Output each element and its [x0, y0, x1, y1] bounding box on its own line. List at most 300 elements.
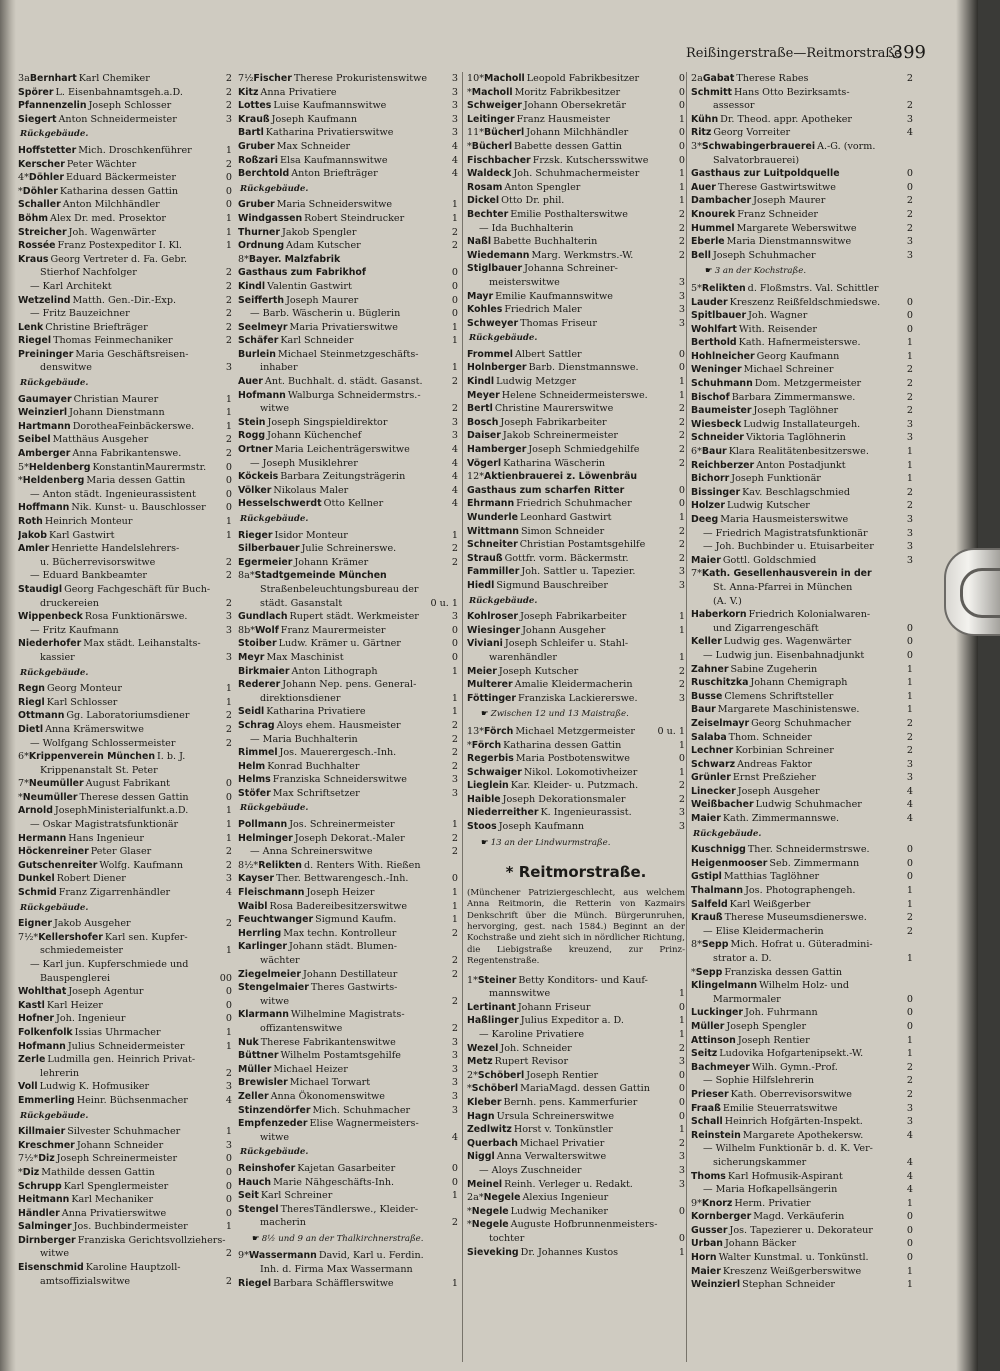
floor-number: 2 — [451, 832, 458, 844]
directory-entry — [691, 771, 913, 785]
floor-number: 1 — [225, 945, 232, 957]
section-label — [18, 667, 232, 681]
directory-entry — [691, 1061, 913, 1075]
resident-name: Metz — [467, 1056, 493, 1068]
floor-number: 1 — [451, 335, 458, 347]
column-3 — [462, 72, 685, 1362]
resident-name: Reinshofer — [238, 1162, 296, 1174]
occupation: Jakob Schreinermeister — [502, 430, 619, 442]
directory-entry — [691, 459, 913, 473]
directory-entry — [18, 1234, 232, 1248]
directory-entry — [238, 307, 458, 321]
floor-number: 0 — [906, 1211, 913, 1223]
directory-entry — [18, 1166, 232, 1180]
resident-name: Schneider — [691, 432, 744, 444]
floor-number: 0 — [678, 484, 685, 496]
floor-number: 1 — [225, 407, 232, 419]
directory-entry — [18, 1012, 232, 1026]
floor-number: 1 — [451, 819, 458, 831]
continuation: Inh. d. Firma Max Wassermann — [260, 1264, 413, 1276]
directory-entry — [18, 637, 232, 651]
floor-number: 0 — [906, 168, 913, 180]
occupation: Kar. Kleider- u. Putzmach. — [510, 780, 639, 792]
resident-name: Waibl — [238, 900, 268, 912]
floor-number: 2 — [906, 364, 913, 376]
directory-entry — [691, 744, 913, 758]
directory-entry — [18, 556, 232, 570]
floor-number: 2 — [678, 416, 685, 428]
occupation: Maria Privatierswitwe — [289, 321, 398, 333]
directory-entry — [691, 1115, 913, 1129]
directory-entry — [238, 583, 458, 597]
floor-number: 0 — [906, 310, 913, 322]
directory-entry — [467, 1096, 685, 1110]
floor-number: 2 — [678, 525, 685, 537]
directory-entry — [691, 884, 913, 898]
page-header — [686, 42, 926, 68]
resident-name: Macholl — [484, 73, 525, 84]
continuation: städt. Gasanstalt — [260, 597, 343, 609]
directory-entry — [238, 1162, 458, 1176]
floor-number: 2 — [678, 430, 685, 442]
resident-name: Macholl — [471, 86, 513, 98]
directory-entry — [467, 725, 685, 739]
directory-entry — [691, 758, 913, 772]
directory-entry — [238, 1008, 458, 1022]
resident-name: Windgassen — [238, 212, 303, 224]
resident-name: Förch — [471, 739, 502, 751]
directory-entry — [18, 944, 232, 958]
directory-entry — [467, 72, 685, 86]
directory-entry — [238, 1216, 458, 1230]
resident-name: Lechner — [691, 745, 734, 757]
occupation: Kav. Beschlagschmied — [742, 486, 850, 498]
directory-entry — [18, 1247, 232, 1261]
floor-number: 0 — [906, 993, 913, 1005]
directory-entry — [467, 317, 685, 331]
floor-number: 3 — [451, 774, 458, 786]
occupation: Sabine Zugeherin — [730, 663, 818, 675]
floor-number: 0 — [906, 1224, 913, 1236]
resident-name: Gasthaus zur Luitpoldquelle — [691, 168, 840, 180]
floor-number: 3 — [451, 86, 458, 98]
continuation: lehrerin — [40, 1067, 80, 1079]
resident-name: Seidl — [238, 706, 265, 718]
resident-name: Heldenberg — [22, 475, 85, 487]
directory-entry — [238, 86, 458, 100]
floor-number: 0 — [225, 172, 232, 184]
directory-entry — [238, 872, 458, 886]
resident-name: Auer — [238, 376, 263, 388]
floor-number: 2 — [225, 100, 232, 112]
section-label — [467, 595, 685, 609]
occupation: Aloys ehem. Hausmeister — [276, 719, 401, 731]
floor-number: 1 — [451, 1190, 458, 1202]
resident-name: Herrling — [238, 927, 282, 939]
occupation: Ludwig Installateurgeh. — [743, 418, 861, 430]
floor-number: 0 — [906, 323, 913, 335]
occupation: Joseph Maurer — [286, 294, 359, 306]
resident-name: Kühn — [691, 113, 719, 125]
resident-name: Kohlroser — [467, 611, 519, 623]
section-label — [238, 183, 458, 197]
floor-number: 0 — [225, 1207, 232, 1219]
occupation: JosephMinisterialfunkt.a.D. — [54, 805, 189, 817]
resident-name: Riegl — [18, 696, 45, 708]
occupation: Wolfg. Kaufmann — [99, 859, 183, 871]
cross-reference-text: ☛ 8½ und 9 an der Thalkirchnerstraße. — [261, 1233, 424, 1244]
occupation: Karl Chemiker — [78, 73, 150, 84]
resident-name: Schall — [691, 1116, 723, 1128]
floor-number: 3 — [225, 113, 232, 125]
occupation: Johann Chemigraph — [750, 677, 848, 689]
resident-name: Meyer — [467, 389, 500, 401]
resident-name: Eisenschmid — [18, 1262, 84, 1274]
directory-entry — [238, 651, 458, 665]
occupation: Rosa Funktionärswe. — [84, 611, 188, 623]
floor-number: 0 — [678, 1232, 685, 1244]
occupation: Christine Maurerswitwe — [494, 403, 614, 415]
floor-number: 3 — [451, 113, 458, 125]
resident-name: Krauß — [238, 113, 270, 125]
directory-entry — [467, 651, 685, 665]
section-label-text: Rückgebäude. — [240, 803, 309, 814]
occupation: Anna Krämerswitwe — [45, 723, 144, 735]
occupation: Franziska dessen Gattin — [724, 966, 843, 978]
floor-number: 1 — [451, 665, 458, 677]
resident-name: Heldenberg — [28, 461, 91, 473]
directory-entry — [467, 1218, 685, 1232]
floor-number: 0 — [225, 999, 232, 1011]
floor-number: 1 — [451, 212, 458, 224]
directory-entry — [18, 723, 232, 737]
occupation: TheresTändlerswe., Kleider- — [280, 1203, 419, 1215]
occupation: Amalie Kleidermacherin — [514, 679, 633, 691]
floor-number: 1 — [906, 953, 913, 964]
floor-number: 2 — [906, 1088, 913, 1100]
family-member: — Karoline Privatiere — [479, 1029, 585, 1041]
directory-entry — [691, 798, 913, 812]
occupation: Joh. Schneider — [500, 1042, 572, 1054]
resident-name: Kreschmer — [18, 1139, 75, 1151]
occupation: Michael Steinmetzgeschäfts- — [277, 348, 419, 360]
occupation: Kreszenz Reißfeldschmiedswe. — [729, 296, 881, 308]
directory-entry — [467, 806, 685, 820]
directory-entry — [18, 1080, 232, 1094]
occupation: Joseph Rentier — [526, 1069, 599, 1081]
resident-name: Vögerl — [467, 457, 502, 469]
occupation: Barbara Zeitungsträgerin — [280, 471, 406, 483]
floor-number: 1 — [225, 144, 232, 156]
directory-entry — [18, 1275, 232, 1289]
floor-number: 3 — [678, 807, 685, 819]
resident-name: Burlein — [238, 348, 276, 360]
resident-name: Hofner — [18, 1013, 55, 1025]
directory-entry — [691, 181, 913, 195]
directory-entry — [467, 1028, 685, 1042]
resident-name: Haberkorn — [691, 609, 747, 621]
directory-entry — [238, 1117, 458, 1131]
section-label — [238, 513, 458, 527]
resident-name: Maier — [691, 813, 721, 825]
directory-entry — [238, 1104, 458, 1118]
floor-number: 2 — [225, 597, 232, 609]
directory-entry — [18, 804, 232, 818]
directory-entry — [691, 1197, 913, 1211]
directory-entry — [467, 1205, 685, 1219]
floor-number: 1 — [225, 240, 232, 252]
directory-entry — [691, 938, 913, 952]
directory-entry — [18, 696, 232, 710]
directory-entry — [467, 766, 685, 780]
floor-number: 2 — [225, 73, 232, 84]
occupation: Robert Steindrucker — [304, 212, 405, 224]
house-number: * — [18, 185, 23, 197]
directory-entry — [18, 334, 232, 348]
resident-name: Müller — [691, 1020, 725, 1032]
directory-entry — [18, 1139, 232, 1153]
resident-name: Gundlach — [238, 611, 288, 623]
resident-name: Händler — [18, 1207, 60, 1219]
floor-number: 0 — [678, 753, 685, 765]
directory-entry — [467, 113, 685, 127]
resident-name: Thurner — [238, 226, 281, 238]
occupation: Eduard Bäckermeister — [66, 172, 176, 184]
directory-entry — [691, 377, 913, 391]
resident-name: Weinzierl — [18, 407, 68, 419]
floor-number: 2 — [678, 222, 685, 234]
occupation: Joh. Fuhrmann — [745, 1007, 818, 1019]
resident-name: Bücherl — [484, 127, 525, 139]
directory-entry — [238, 818, 458, 832]
directory-entry — [467, 429, 685, 443]
occupation: Dr. Theod. appr. Apotheker — [720, 113, 852, 125]
floor-number: 2 — [906, 1061, 913, 1073]
book-gutter — [0, 0, 16, 1371]
resident-name: Viviani — [467, 638, 503, 650]
floor-number: 2 — [225, 280, 232, 292]
resident-name: Hiedl — [467, 579, 495, 591]
floor-number: 2 — [451, 1217, 458, 1229]
occupation: Walburga Schneidermstrs.- — [287, 389, 421, 401]
directory-entry — [18, 144, 232, 158]
occupation: Emilie Posthalterswitwe — [510, 208, 628, 220]
house-number: * — [691, 966, 696, 978]
floor-number: 4 — [451, 1131, 458, 1143]
resident-name: Prieser — [691, 1088, 729, 1100]
occupation: Max Schriftsetzer — [272, 787, 360, 799]
floor-number: 0 — [451, 638, 458, 650]
occupation: Julie Schreinerswe. — [301, 543, 397, 555]
house-number: * — [467, 140, 472, 152]
floor-number: 2 — [451, 733, 458, 745]
floor-number: 3 — [451, 430, 458, 442]
occupation: Simon Schneider — [520, 525, 605, 537]
resident-name: Horn — [691, 1252, 717, 1264]
directory-entry — [691, 391, 913, 405]
resident-name: Zahner — [691, 663, 729, 675]
floor-number: 1 — [225, 1221, 232, 1233]
occupation: Michael Privatier — [519, 1137, 605, 1149]
occupation: Rosa Badereibesitzerswitwe — [269, 900, 408, 912]
resident-name: Nuk — [238, 1036, 259, 1048]
directory-entry — [238, 1090, 458, 1104]
occupation: Joseph Kutscher — [498, 665, 579, 677]
floor-number: 0 — [678, 100, 685, 112]
occupation: Otto Kellner — [323, 498, 384, 510]
occupation: Robert Diener — [56, 873, 126, 885]
directory-entry — [467, 1164, 685, 1178]
resident-name: Salaba — [691, 731, 727, 743]
resident-name: Negele — [483, 1192, 521, 1204]
occupation: Jos. Photographengeh. — [745, 885, 856, 897]
house-number: 7* — [18, 778, 29, 790]
directory-entry — [238, 266, 458, 280]
continuation: (A. V.) — [713, 595, 742, 607]
directory-entry — [691, 1020, 913, 1034]
directory-entry — [238, 954, 458, 968]
floor-number: 0 — [678, 1110, 685, 1122]
occupation: Christine Briefträger — [45, 321, 148, 333]
floor-number: 1 — [678, 389, 685, 401]
resident-name: Stöfer — [238, 787, 271, 799]
floor-number: 4 — [906, 1156, 913, 1168]
directory-entry — [18, 777, 232, 791]
resident-name: Klarmann — [238, 1009, 289, 1021]
occupation: Karl Heizer — [46, 999, 103, 1011]
floor-number: 2 — [906, 378, 913, 390]
section-label-text: Rückgebäude. — [20, 667, 89, 678]
directory-entry — [238, 198, 458, 212]
directory-entry — [18, 651, 232, 665]
resident-name: Hagn — [467, 1110, 495, 1122]
occupation: Johann Bäcker — [724, 1238, 797, 1250]
floor-number: 2 — [225, 1248, 232, 1260]
directory-entry — [691, 843, 913, 857]
occupation: Barbara Zimmermanswe. — [731, 391, 856, 403]
floor-number: 2 — [451, 556, 458, 568]
floor-number: 3 — [678, 1178, 685, 1190]
occupation: Joh. Ingenieur — [56, 1013, 126, 1025]
directory-entry — [18, 750, 232, 764]
occupation: Friedrich Kolonialwaren- — [748, 609, 871, 621]
house-number: 5* — [691, 282, 702, 294]
occupation: Joseph Schuhmacher — [712, 249, 816, 261]
directory-entry — [467, 1137, 685, 1151]
family-member: — Karl jun. Kupferschmiede und — [30, 959, 189, 970]
occupation: DorotheaFeinbäckerswe. — [72, 420, 195, 432]
resident-name: Förch — [484, 725, 514, 737]
floor-number: 2 — [906, 912, 913, 924]
resident-name: Fammiller — [467, 566, 520, 578]
family-member: — Elise Kleidermacherin — [703, 925, 824, 937]
continuation: assessor — [713, 100, 755, 112]
occupation: Johann Nep. pens. General- — [282, 679, 417, 691]
floor-number: 1 — [225, 1126, 232, 1138]
directory-entry — [691, 1237, 913, 1251]
floor-number: 1 — [678, 1246, 685, 1258]
directory-entry — [691, 540, 913, 554]
occupation: Franz Schneider — [737, 208, 818, 220]
binder-clip — [944, 548, 1000, 636]
directory-entry — [18, 1193, 232, 1207]
floor-number: 3 — [678, 1151, 685, 1163]
occupation: Anna Fabrikantenswe. — [72, 448, 182, 460]
occupation: Georg Schuhmacher — [751, 717, 852, 729]
floor-number: 0 — [225, 502, 232, 514]
resident-name: Ortner — [238, 444, 273, 456]
occupation: Therese Fabrikantenswitwe — [260, 1036, 396, 1048]
directory-entry — [691, 595, 913, 609]
directory-entry — [691, 1142, 913, 1156]
directory-entry — [467, 525, 685, 539]
occupation: Kath. Oberrevisorswitwe — [730, 1088, 852, 1100]
floor-number: 1 — [678, 739, 685, 751]
directory-entry — [467, 1055, 685, 1069]
directory-entry — [238, 1176, 458, 1190]
resident-name: Siegert — [18, 113, 57, 125]
floor-number: 0 — [451, 280, 458, 292]
occupation: Anton Briefträger — [291, 168, 378, 180]
floor-number: 2 — [906, 195, 913, 207]
directory-entry — [691, 1074, 913, 1088]
directory-entry — [467, 126, 685, 140]
occupation: Klara Realitätenbesitzerswe. — [728, 446, 869, 458]
resident-name: Weißbacher — [691, 799, 754, 811]
resident-name: Keller — [691, 636, 722, 648]
occupation: Reinh. Verleger u. Redakt. — [504, 1178, 633, 1190]
directory-entry — [691, 249, 913, 263]
floor-number: 3 — [225, 651, 232, 663]
occupation: Maria Dienstmannswitwe — [726, 236, 852, 248]
resident-name: Pollmann — [238, 819, 288, 831]
occupation: Andreas Faktor — [737, 758, 813, 770]
resident-name: Birkmaier — [238, 665, 290, 677]
occupation: Nikol. Lokomotivheizer — [523, 766, 638, 778]
resident-name: Reinstein — [691, 1129, 741, 1141]
directory-entry — [18, 1067, 232, 1081]
occupation: Ursula Schreinerswitwe — [496, 1110, 615, 1122]
continuation: mannswitwe — [489, 988, 551, 1000]
directory-entry — [238, 239, 458, 253]
resident-name: Fischbacher — [467, 154, 531, 166]
floor-number: 3 — [906, 758, 913, 770]
directory-entry — [467, 1069, 685, 1083]
directory-entry — [691, 1129, 913, 1143]
resident-name: Bartl — [238, 127, 264, 139]
floor-number: 1 — [906, 885, 913, 897]
occupation: Maria Geschäftsreisen- — [75, 348, 189, 360]
directory-entry — [691, 350, 913, 364]
resident-name: Thoms — [691, 1170, 726, 1182]
floor-number: 1 — [225, 226, 232, 238]
occupation: Matthias Taglöhner — [723, 871, 820, 883]
floor-number: 0 — [678, 498, 685, 510]
resident-name: Salminger — [18, 1221, 72, 1233]
continuation: Krippenanstalt St. Peter — [40, 764, 158, 776]
resident-name: Heitmann — [18, 1194, 70, 1206]
house-number: 6* — [18, 751, 29, 763]
floor-number: 0 — [906, 871, 913, 883]
occupation: Valentin Gastwirt — [267, 280, 352, 292]
resident-name: Hamberger — [467, 444, 527, 456]
directory-entry — [691, 1006, 913, 1020]
floor-number: 2 — [451, 376, 458, 388]
occupation: Johann Milchhändler — [526, 127, 629, 139]
resident-name: Wohlfart — [691, 323, 737, 335]
directory-entry — [691, 676, 913, 690]
resident-name: Strauß — [467, 552, 503, 564]
